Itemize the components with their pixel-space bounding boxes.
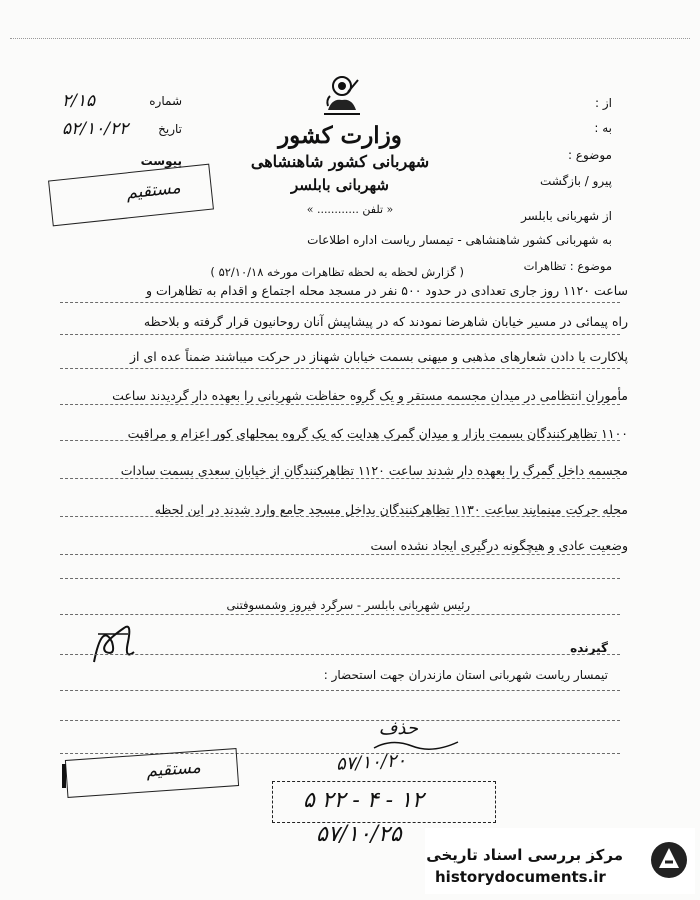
signature-scribble <box>84 612 144 672</box>
body-line-4: مأموران انتظامی در میدان مجسمه مستقر و یک گروه حفاظت شهربانی را بعهده دار گردیدند ساعت <box>112 388 628 403</box>
from-line: از شهربانی بابلسر <box>521 209 612 223</box>
archive-stamp <box>272 781 496 823</box>
signature-line: رئیس شهربانی بابلسر - سرگرد فیروز وشمسوفتنی <box>226 598 470 612</box>
watermark <box>425 828 695 894</box>
date-label: تاریخ <box>158 122 182 136</box>
watermark-line-1: مرکز بررسی اسناد تاریخی <box>426 846 623 864</box>
scan-edge-dots <box>10 38 690 45</box>
archive-logo-icon <box>649 840 689 880</box>
ref-label: پیرو / بازگشت <box>539 174 612 188</box>
rule-line <box>60 478 620 479</box>
report-reference: ( گزارش لحظه به لحظه تظاهرات مورخه ۵۲/۱۰/۱۸ ) <box>210 265 464 279</box>
watermark-line-2: historydocuments.ir <box>435 868 606 886</box>
body-line-6: مجسمه داخل گمرگ را بعهده دار شدند ساعت ۱۱۲۰ تظاهرکنندگان از خیابان سعدی بسمت سادات <box>120 463 628 478</box>
rule-line <box>60 404 620 405</box>
lion-and-sun-emblem <box>318 70 366 120</box>
stamp-edge-mark <box>62 764 66 788</box>
attachment-label: پیوست <box>140 154 182 168</box>
rule-line <box>60 554 620 555</box>
rule-line <box>60 654 620 655</box>
rule-line <box>60 440 620 441</box>
rule-line <box>60 334 620 335</box>
body-line-1: ساعت ۱۱۲۰ روز جاری تعدادی در حدود ۵۰۰ نفر در مسجد محله اجتماع و اقدام به تظاهرات و <box>145 283 628 298</box>
attachment-stamp <box>48 164 214 227</box>
bottom-stamp <box>65 748 239 798</box>
rule-line <box>60 690 620 691</box>
handwritten-scribble <box>372 734 462 754</box>
rule-line <box>60 578 620 579</box>
attachment-stamp-text: مستقیم <box>125 177 182 204</box>
rule-line <box>60 302 620 303</box>
number-label: شماره <box>149 94 182 108</box>
body-line-8: وضعیت عادی و هیچگونه درگیری ایجاد نشده است <box>370 538 628 553</box>
number-value: ۲/۱۵ <box>62 91 96 111</box>
phone-label: « تلفن ............ » <box>306 203 394 216</box>
body-line-2: راه پیمائی در مسیر خیابان شاهرضا نمودند که در پیشاپیش آنان روحانیون قرار گرفته و بلاحظه <box>143 314 628 329</box>
rule-line <box>60 720 620 721</box>
subject-label: موضوع : <box>567 148 612 162</box>
body-line-3: پلاکارت یا دادن شعارهای مذهبی و میهنی بسمت خیابان شهناز در حرکت میباشند ضمناً عده ای از <box>130 349 628 364</box>
from-label: از : <box>595 96 612 110</box>
to-line: به شهربانی کشور شاهنشاهی - تیمسار ریاست اداره اطلاعات <box>307 233 612 247</box>
date-value: ۵۲/۱۰/۲۲ <box>62 119 129 139</box>
archive-handwritten-date: ۵۷/۱۰/۲۵ <box>316 822 402 847</box>
archive-stamp-number: ۵ ۲۲ - ۴ - ۱۲ <box>303 788 424 813</box>
copy-line: تیمسار ریاست شهربانی استان مازندران جهت استحضار : <box>323 668 608 682</box>
local-police-title: شهربانی بابلسر <box>291 176 389 194</box>
subject-line: موضوع : تظاهرات <box>523 259 612 273</box>
handwritten-note: حذف <box>378 718 418 739</box>
to-label: به : <box>594 121 612 135</box>
rule-line <box>60 368 620 369</box>
agency-title: شهربانی کشور شاهنشاهی <box>250 152 430 171</box>
handwritten-date: ۵۷/۱۰/۲۰ <box>335 750 407 775</box>
bottom-stamp-text: مستقیم <box>145 757 202 782</box>
body-line-5: ۱۱۰۰ تظاهرکنندگان بسمت بازار و میدان گمرک هدایت که یک گروه بمحلهای کور اعزام و مراقبت <box>127 426 628 441</box>
rule-line <box>60 614 620 615</box>
copy-label: گیرنده <box>570 641 608 655</box>
body-line-7: محله حرکت مینمایند ساعت ۱۱۳۰ تظاهرکنندگان بداخل مسجد جامع وارد شدند در این لحظه <box>154 502 628 517</box>
rule-line <box>60 516 620 517</box>
ministry-title: وزارت کشور <box>278 122 402 149</box>
